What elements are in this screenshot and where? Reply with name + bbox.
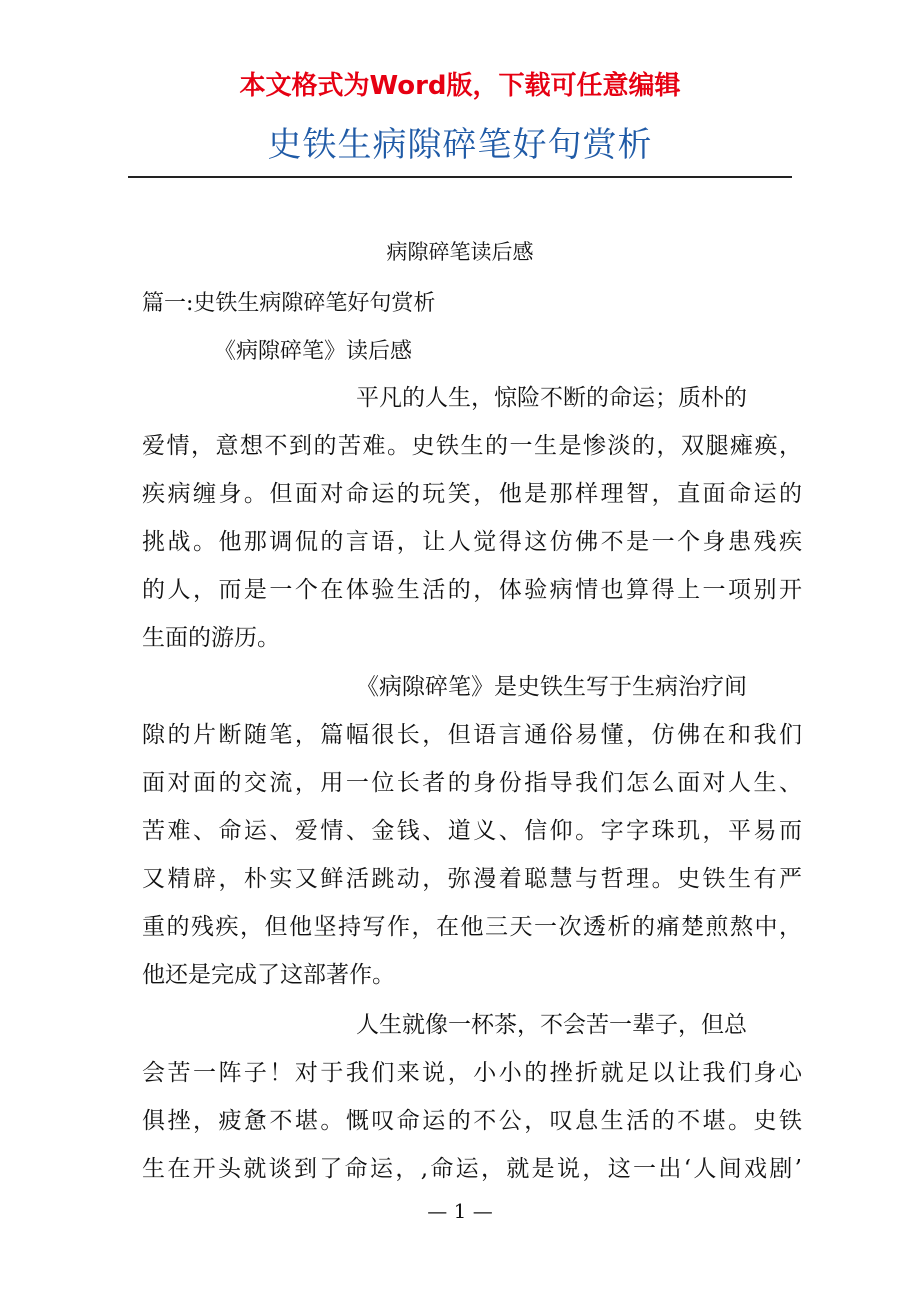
paragraph-line: 爱情，意想不到的苦难。史铁生的一生是惨淡的，双腿瘫痪， [142, 433, 802, 459]
paragraph-line: 又精辟，朴实又鲜活跳动，弥漫着聪慧与哲理。史铁生有严 [142, 866, 802, 892]
paragraph-line: 《病隙碎笔》是史铁生写于生病治疗间 [356, 674, 747, 700]
format-banner: 本文格式为Word版，下载可任意编辑 [239, 71, 681, 101]
paragraph-line: 挑战。他那调侃的言语，让人觉得这仿佛不是一个身患残疾 [142, 529, 802, 555]
paragraph-line: 俱挫，疲惫不堪。慨叹命运的不公，叹息生活的不堪。史铁 [142, 1108, 802, 1134]
paragraph-line: 疾病缠身。但面对命运的玩笑，他是那样理智，直面命运的 [142, 481, 802, 507]
paragraph-2 [142, 663, 802, 999]
paragraph-line: 的人，而是一个在体验生活的，体验病情也算得上一项别开 [142, 577, 802, 603]
section-heading: 篇一:史铁生病隙碎笔好句赏析 [142, 291, 436, 316]
document-title: 史铁生病隙碎笔好句赏析 [267, 125, 653, 165]
paragraph-3 [142, 1001, 802, 1193]
paragraph-line: 生在开头就谈到了命运，,命运，就是说，这一出‘人间戏剧’ [142, 1156, 802, 1182]
paragraph-line: 重的残疾，但他坚持写作，在他三天一次透析的痛楚煎熬中， [142, 914, 802, 940]
page-number: — 1 — [427, 1199, 493, 1223]
essay-subtitle: 病隙碎笔读后感 [386, 240, 534, 264]
paragraph-line: 平凡的人生，惊险不断的命运；质朴的 [356, 385, 747, 411]
header-divider [128, 176, 792, 178]
paragraph-line: 面对面的交流，用一位长者的身份指导我们怎么面对人生、 [142, 770, 802, 796]
paragraph-line: 他还是完成了这部著作。 [142, 962, 395, 988]
section-subheading: 《病隙碎笔》读后感 [214, 339, 413, 364]
paragraph-line: 生面的游历。 [142, 625, 280, 651]
paragraph-line: 会苦一阵子！对于我们来说，小小的挫折就足以让我们身心 [142, 1060, 802, 1086]
paragraph-line: 隙的片断随笔，篇幅很长，但语言通俗易懂，仿佛在和我们 [142, 722, 802, 748]
paragraph-1 [142, 374, 802, 662]
paragraph-line: 苦难、命运、爱情、金钱、道义、信仰。字字珠玑，平易而 [142, 818, 802, 844]
paragraph-line: 人生就像一杯茶，不会苦一辈子，但总 [356, 1012, 747, 1038]
